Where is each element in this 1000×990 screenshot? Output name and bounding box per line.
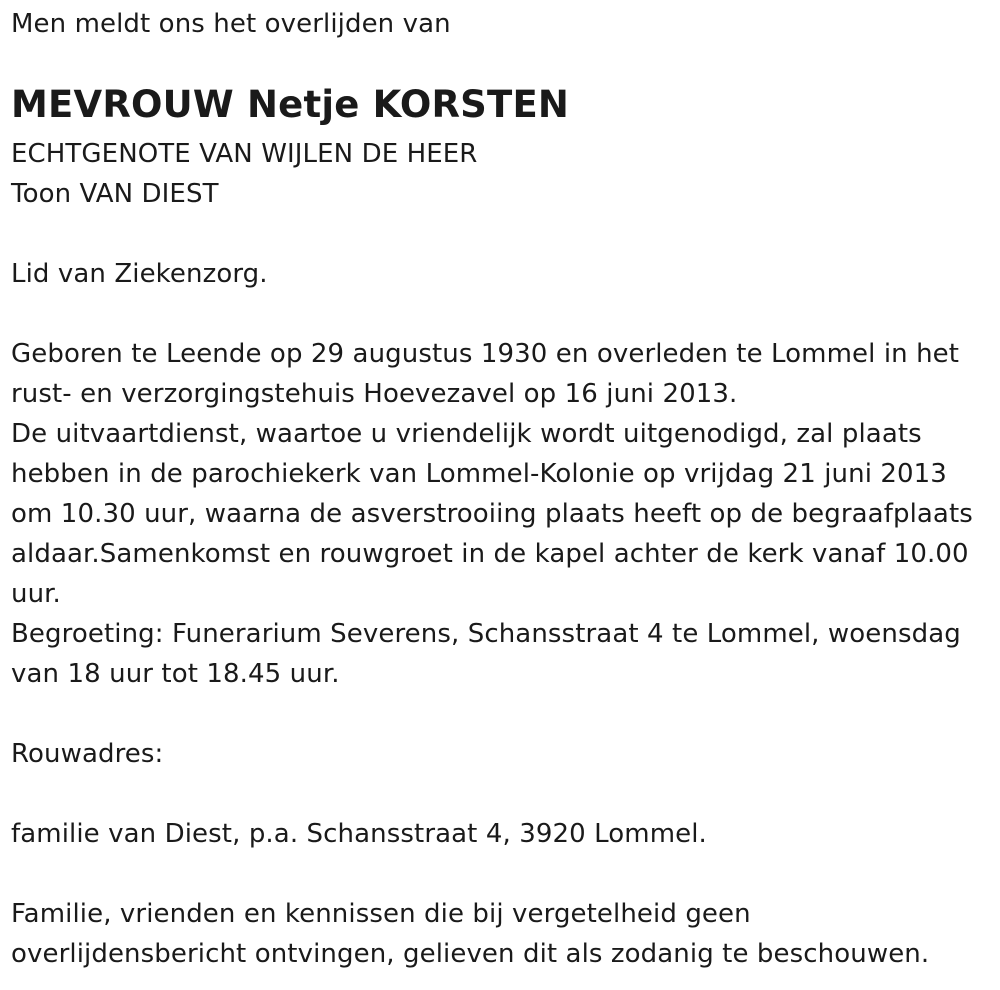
spouse-line-2: Toon VAN DIEST xyxy=(11,179,219,209)
closing-line: Familie, vrienden en kennissen die bij vergetelheid geen xyxy=(11,899,751,929)
closing-line: overlijdensbericht ontvingen, gelieven dit als zodanig te beschouwen. xyxy=(11,939,930,969)
details-line: uur. xyxy=(11,579,61,609)
details-line: De uitvaartdienst, waartoe u vriendelijk wordt uitgenodigd, zal plaats xyxy=(11,419,922,449)
details-line: om 10.30 uur, waarna de asverstrooiing plaats heeft op de begraafplaats xyxy=(11,499,973,529)
membership-text: Lid van Ziekenzorg. xyxy=(11,259,268,289)
intro-text: Men meldt ons het overlijden van xyxy=(11,9,451,39)
details-line: hebben in de parochiekerk van Lommel-Kolonie op vrijdag 21 juni 2013 xyxy=(11,459,947,489)
address-label: Rouwadres: xyxy=(11,739,164,769)
details-line: aldaar.Samenkomst en rouwgroet in de kapel achter de kerk vanaf 10.00 xyxy=(11,539,969,569)
deceased-name: MEVROUW Netje KORSTEN xyxy=(11,83,570,126)
details-line: van 18 uur tot 18.45 uur. xyxy=(11,659,340,689)
spouse-line-1: ECHTGENOTE VAN WIJLEN DE HEER xyxy=(11,139,478,169)
details-line: rust- en verzorgingstehuis Hoevezavel op 16 juni 2013. xyxy=(11,379,738,409)
details-line: Begroeting: Funerarium Severens, Schansstraat 4 te Lommel, woensdag xyxy=(11,619,961,649)
details-line: Geboren te Leende op 29 augustus 1930 en overleden te Lommel in het xyxy=(11,339,960,369)
address-text: familie van Diest, p.a. Schansstraat 4, 3920 Lommel. xyxy=(11,819,707,849)
